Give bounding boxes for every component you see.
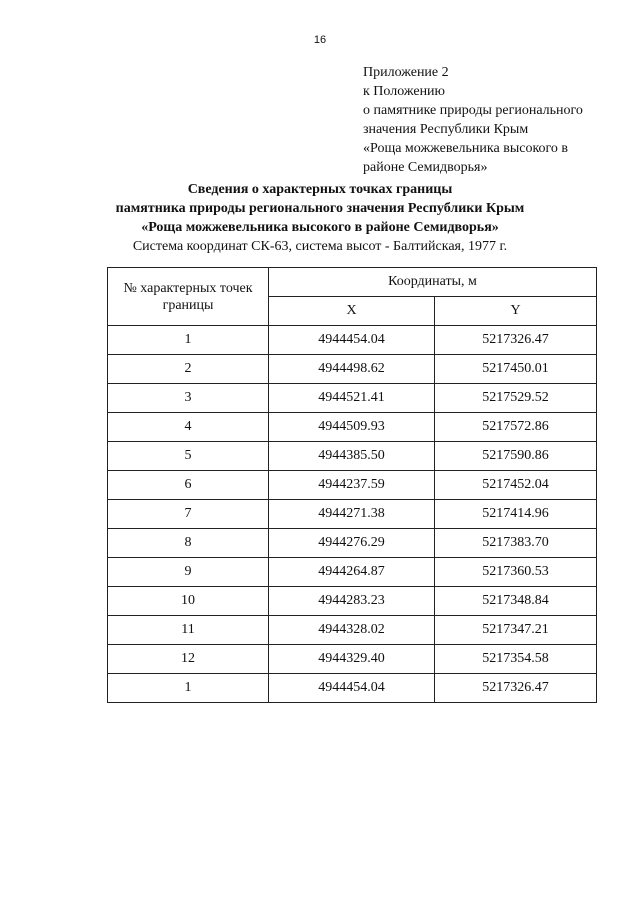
x-coordinate-cell: 4944264.87 (269, 558, 435, 587)
x-coordinate-cell: 4944237.59 (269, 471, 435, 500)
table-row (108, 442, 597, 471)
y-coordinate-cell: 5217529.52 (435, 384, 597, 413)
x-coordinate-cell: 4944454.04 (269, 674, 435, 703)
point-number-cell: 6 (108, 471, 269, 500)
column-header-point-number-line1: № характерных точек (123, 280, 253, 296)
point-number-cell: 11 (108, 616, 269, 645)
appendix-line: «Роща можжевельника высокого в (363, 141, 569, 156)
x-coordinate-cell: 4944521.41 (269, 384, 435, 413)
y-coordinate-cell: 5217326.47 (435, 674, 597, 703)
page-number: 16 (313, 34, 327, 46)
y-coordinate-cell: 5217572.86 (435, 413, 597, 442)
point-number-cell: 5 (108, 442, 269, 471)
table-row (108, 616, 597, 645)
column-header-x: X (269, 297, 435, 326)
table-row (108, 355, 597, 384)
point-number-cell: 7 (108, 500, 269, 529)
heading-coordinate-system: Система координат СК-63, система высот - Балтийская, 1977 г. (132, 239, 508, 254)
point-number-cell: 12 (108, 645, 269, 674)
y-coordinate-cell: 5217383.70 (435, 529, 597, 558)
y-coordinate-cell: 5217360.53 (435, 558, 597, 587)
table-row (108, 500, 597, 529)
appendix-line: Приложение 2 (363, 65, 449, 80)
heading-object-name: «Роща можжевельника высокого в районе Семидворья» (141, 220, 499, 235)
column-header-y: Y (435, 297, 597, 326)
point-number-cell: 4 (108, 413, 269, 442)
table-row (108, 674, 597, 703)
x-coordinate-cell: 4944328.02 (269, 616, 435, 645)
table-row (108, 384, 597, 413)
x-coordinate-cell: 4944271.38 (269, 500, 435, 529)
table-row (108, 645, 597, 674)
appendix-line: районе Семидворья» (363, 160, 488, 175)
point-number-cell: 8 (108, 529, 269, 558)
y-coordinate-cell: 5217348.84 (435, 587, 597, 616)
table-row (108, 326, 597, 355)
heading-title: Сведения о характерных точках границы (187, 182, 453, 197)
heading-subtitle: памятника природы регионального значения Республики Крым (115, 201, 525, 216)
table-row (108, 587, 597, 616)
x-coordinate-cell: 4944283.23 (269, 587, 435, 616)
point-number-cell: 1 (108, 674, 269, 703)
x-coordinate-cell: 4944498.62 (269, 355, 435, 384)
appendix-reference (363, 63, 583, 177)
table-row (108, 558, 597, 587)
x-coordinate-cell: 4944276.29 (269, 529, 435, 558)
document-heading (0, 180, 640, 256)
y-coordinate-cell: 5217590.86 (435, 442, 597, 471)
y-coordinate-cell: 5217450.01 (435, 355, 597, 384)
column-header-point-number-line2: границы (162, 297, 214, 313)
point-number-cell: 3 (108, 384, 269, 413)
point-number-cell: 9 (108, 558, 269, 587)
y-coordinate-cell: 5217414.96 (435, 500, 597, 529)
x-coordinate-cell: 4944454.04 (269, 326, 435, 355)
appendix-line: значения Республики Крым (363, 122, 529, 137)
appendix-line: о памятнике природы регионального (363, 103, 583, 118)
x-coordinate-cell: 4944385.50 (269, 442, 435, 471)
table-row (108, 471, 597, 500)
boundary-points-table (107, 267, 597, 703)
table-row (108, 413, 597, 442)
point-number-cell: 10 (108, 587, 269, 616)
y-coordinate-cell: 5217452.04 (435, 471, 597, 500)
y-coordinate-cell: 5217354.58 (435, 645, 597, 674)
appendix-line: к Положению (363, 84, 446, 99)
x-coordinate-cell: 4944329.40 (269, 645, 435, 674)
column-header-coordinates: Координаты, м (269, 268, 597, 297)
y-coordinate-cell: 5217347.21 (435, 616, 597, 645)
point-number-cell: 2 (108, 355, 269, 384)
point-number-cell: 1 (108, 326, 269, 355)
column-header-point-number (108, 268, 269, 326)
y-coordinate-cell: 5217326.47 (435, 326, 597, 355)
x-coordinate-cell: 4944509.93 (269, 413, 435, 442)
table-row (108, 529, 597, 558)
